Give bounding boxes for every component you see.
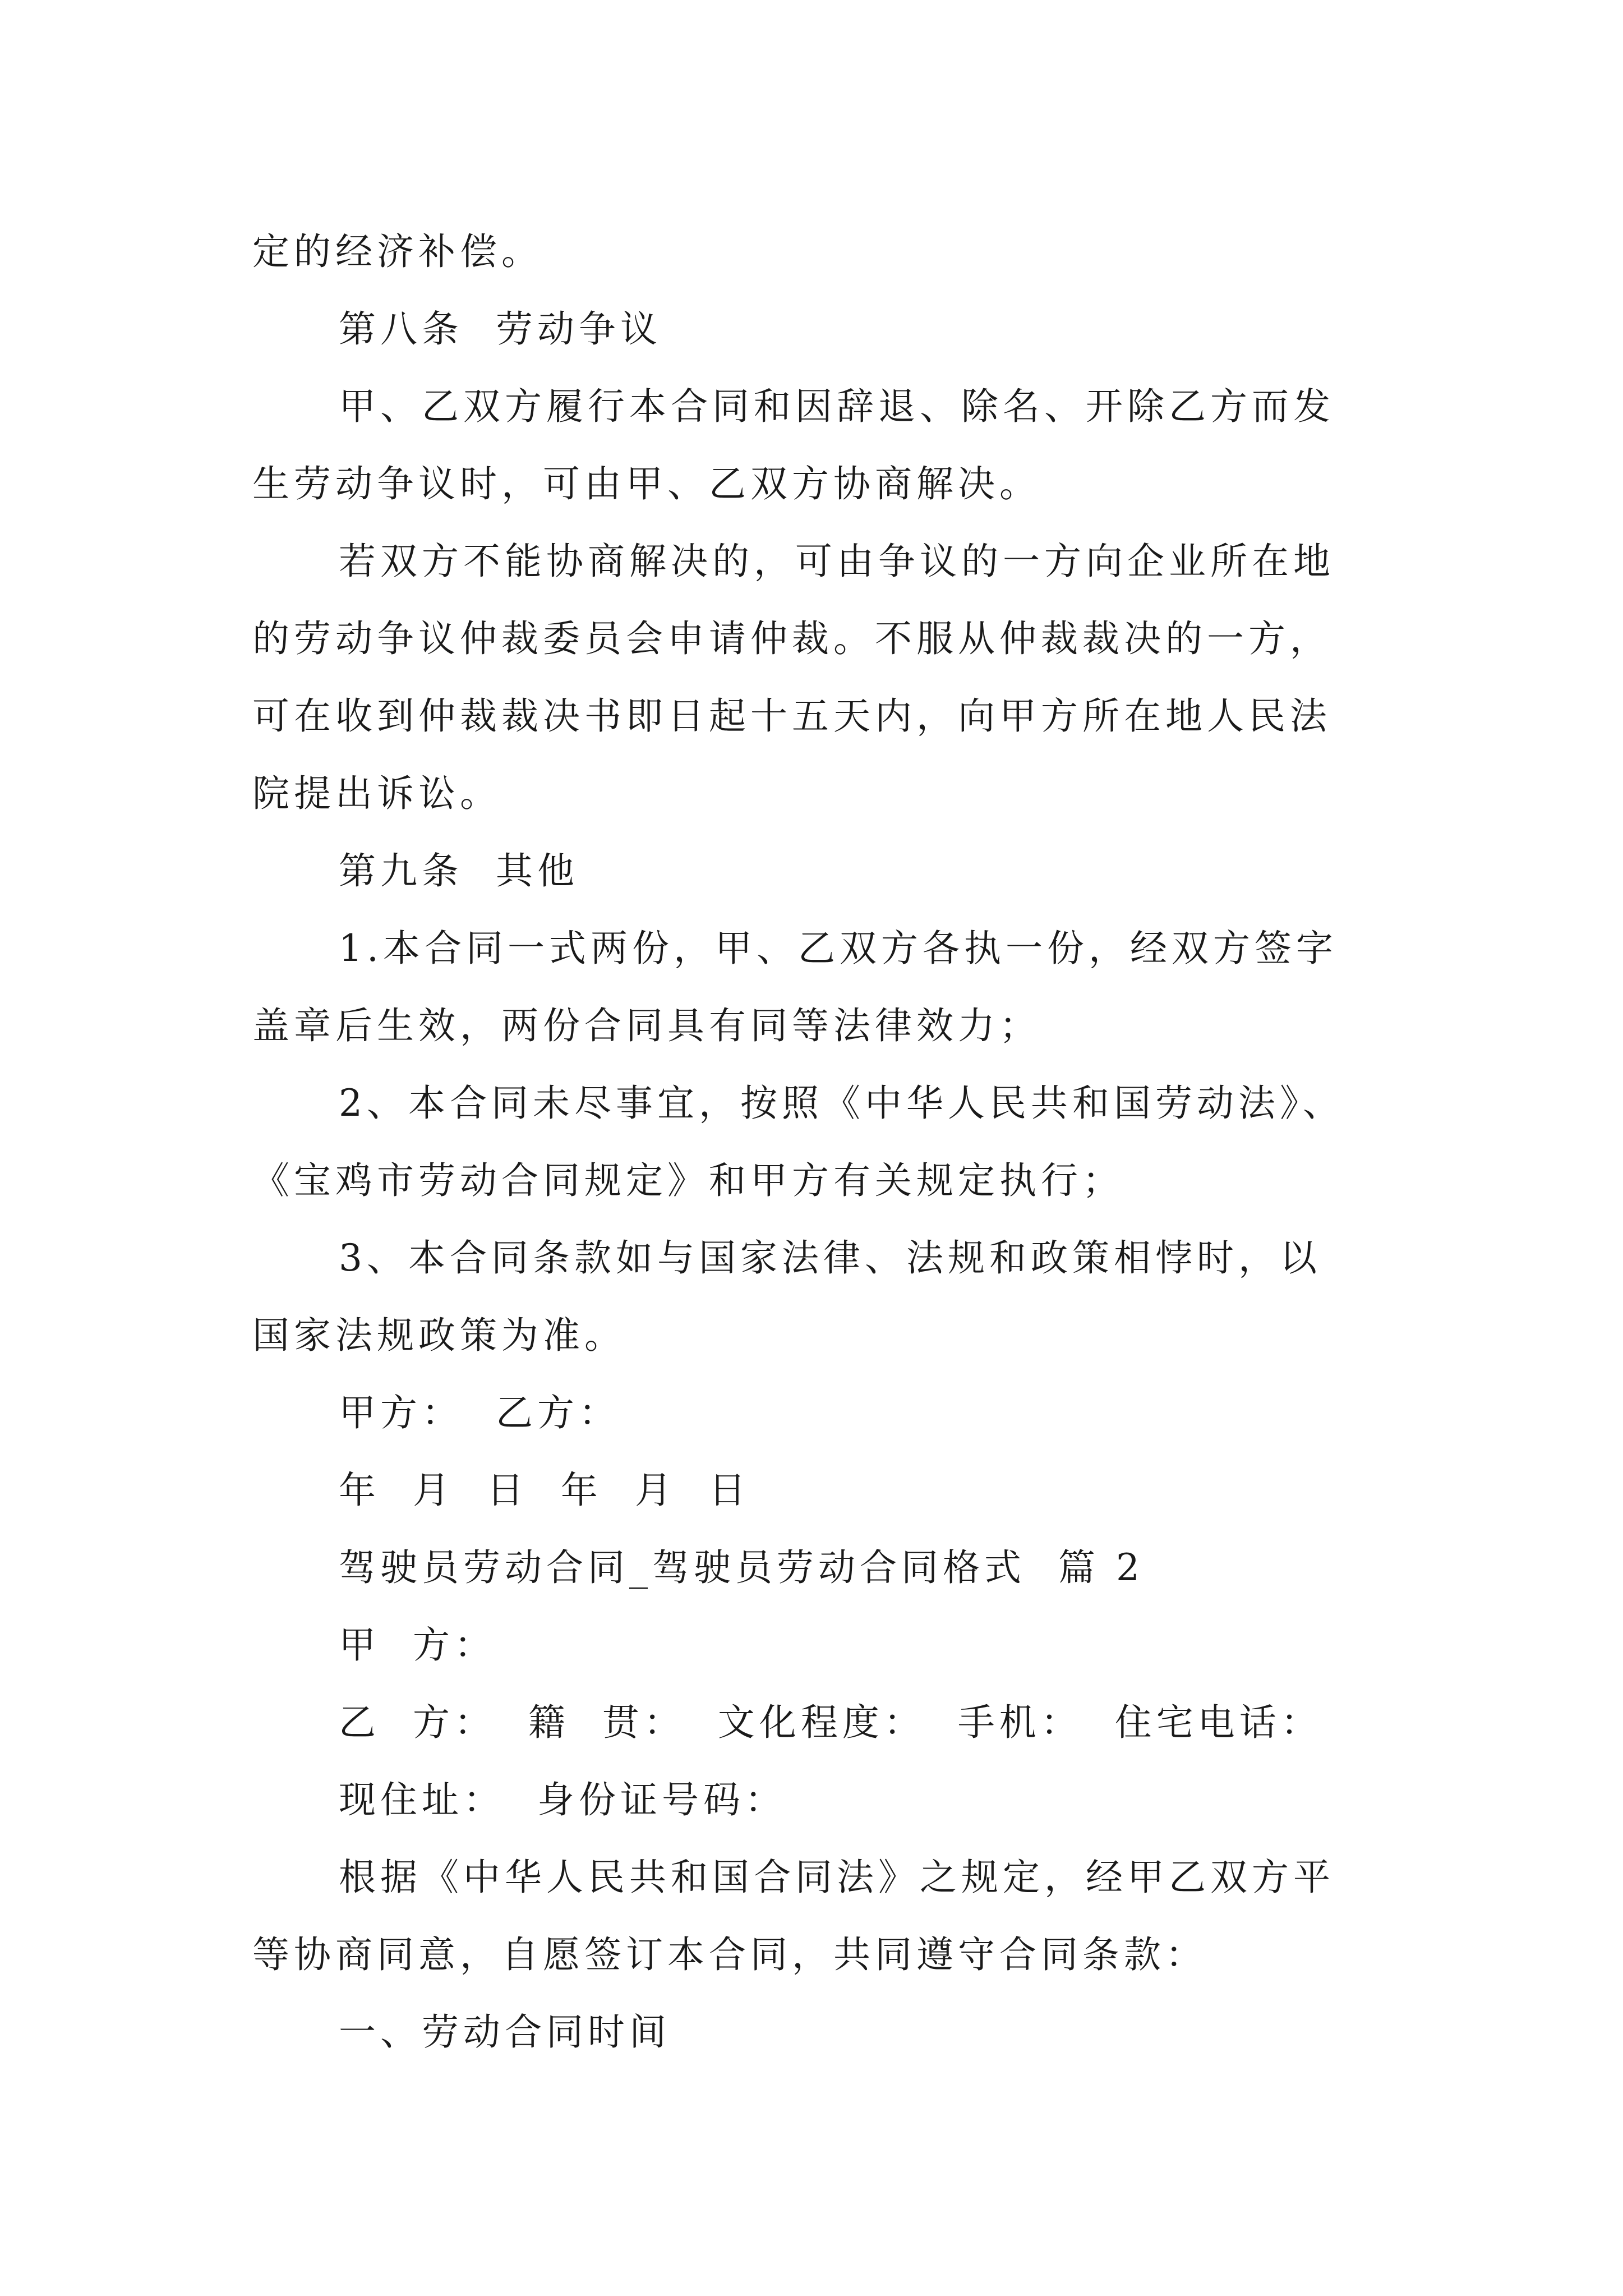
text-line: 第八条 劳动争议: [339, 307, 662, 351]
text-line: 国家法规政策为准。: [252, 1314, 626, 1357]
text-line: 的劳动争议仲裁委员会申请仲裁。不服从仲裁裁决的一方，: [252, 617, 1331, 660]
text-line: 甲方： 乙方：: [339, 1391, 620, 1434]
text-line: 定的经济补偿。: [252, 230, 543, 273]
text-line: 可在收到仲裁裁决书即日起十五天内，向甲方所在地人民法: [252, 694, 1331, 738]
text-line: 《宝鸡市劳动合同规定》和甲方有关规定执行；: [252, 1159, 1124, 1202]
text-line: 第九条 其他: [339, 849, 579, 892]
text-line: 甲 方：: [339, 1623, 496, 1667]
text-line: 盖章后生效，两份合同具有同等法律效力；: [252, 1004, 1041, 1047]
text-line: 甲、乙双方履行本合同和因辞退、除名、开除乙方而发: [339, 385, 1335, 428]
text-line: 院提出诉讼。: [252, 772, 501, 815]
text-line: 驾驶员劳动合同_驾驶员劳动合同格式 篇 2: [339, 1546, 1144, 1589]
text-line: 2、本合同未尽事宜，按照《中华人民共和国劳动法》、: [339, 1082, 1344, 1125]
text-line: 现住址： 身份证号码：: [339, 1778, 786, 1821]
text-line: 1.本合同一式两份，甲、乙双方各执一份，经双方签字: [339, 927, 1338, 970]
text-line: 生劳动争议时，可由甲、乙双方协商解决。: [252, 462, 1041, 505]
text-line: 3、本合同条款如与国家法律、法规和政策相悖时，以: [339, 1236, 1321, 1280]
text-line: 一、劳动合同时间: [339, 2010, 671, 2054]
text-line: 若双方不能协商解决的，可由争议的一方向企业所在地: [339, 540, 1335, 583]
text-line: 乙 方： 籍 贯： 文化程度： 手机： 住宅电话：: [339, 1701, 1322, 1744]
text-line: 年 月 日 年 月 日: [339, 1469, 750, 1512]
text-line: 根据《中华人民共和国合同法》之规定，经甲乙双方平: [339, 1856, 1335, 1899]
text-line: 等协商同意，自愿签订本合同，共同遵守合同条款：: [252, 1933, 1207, 1976]
document-body: [252, 213, 1380, 2071]
